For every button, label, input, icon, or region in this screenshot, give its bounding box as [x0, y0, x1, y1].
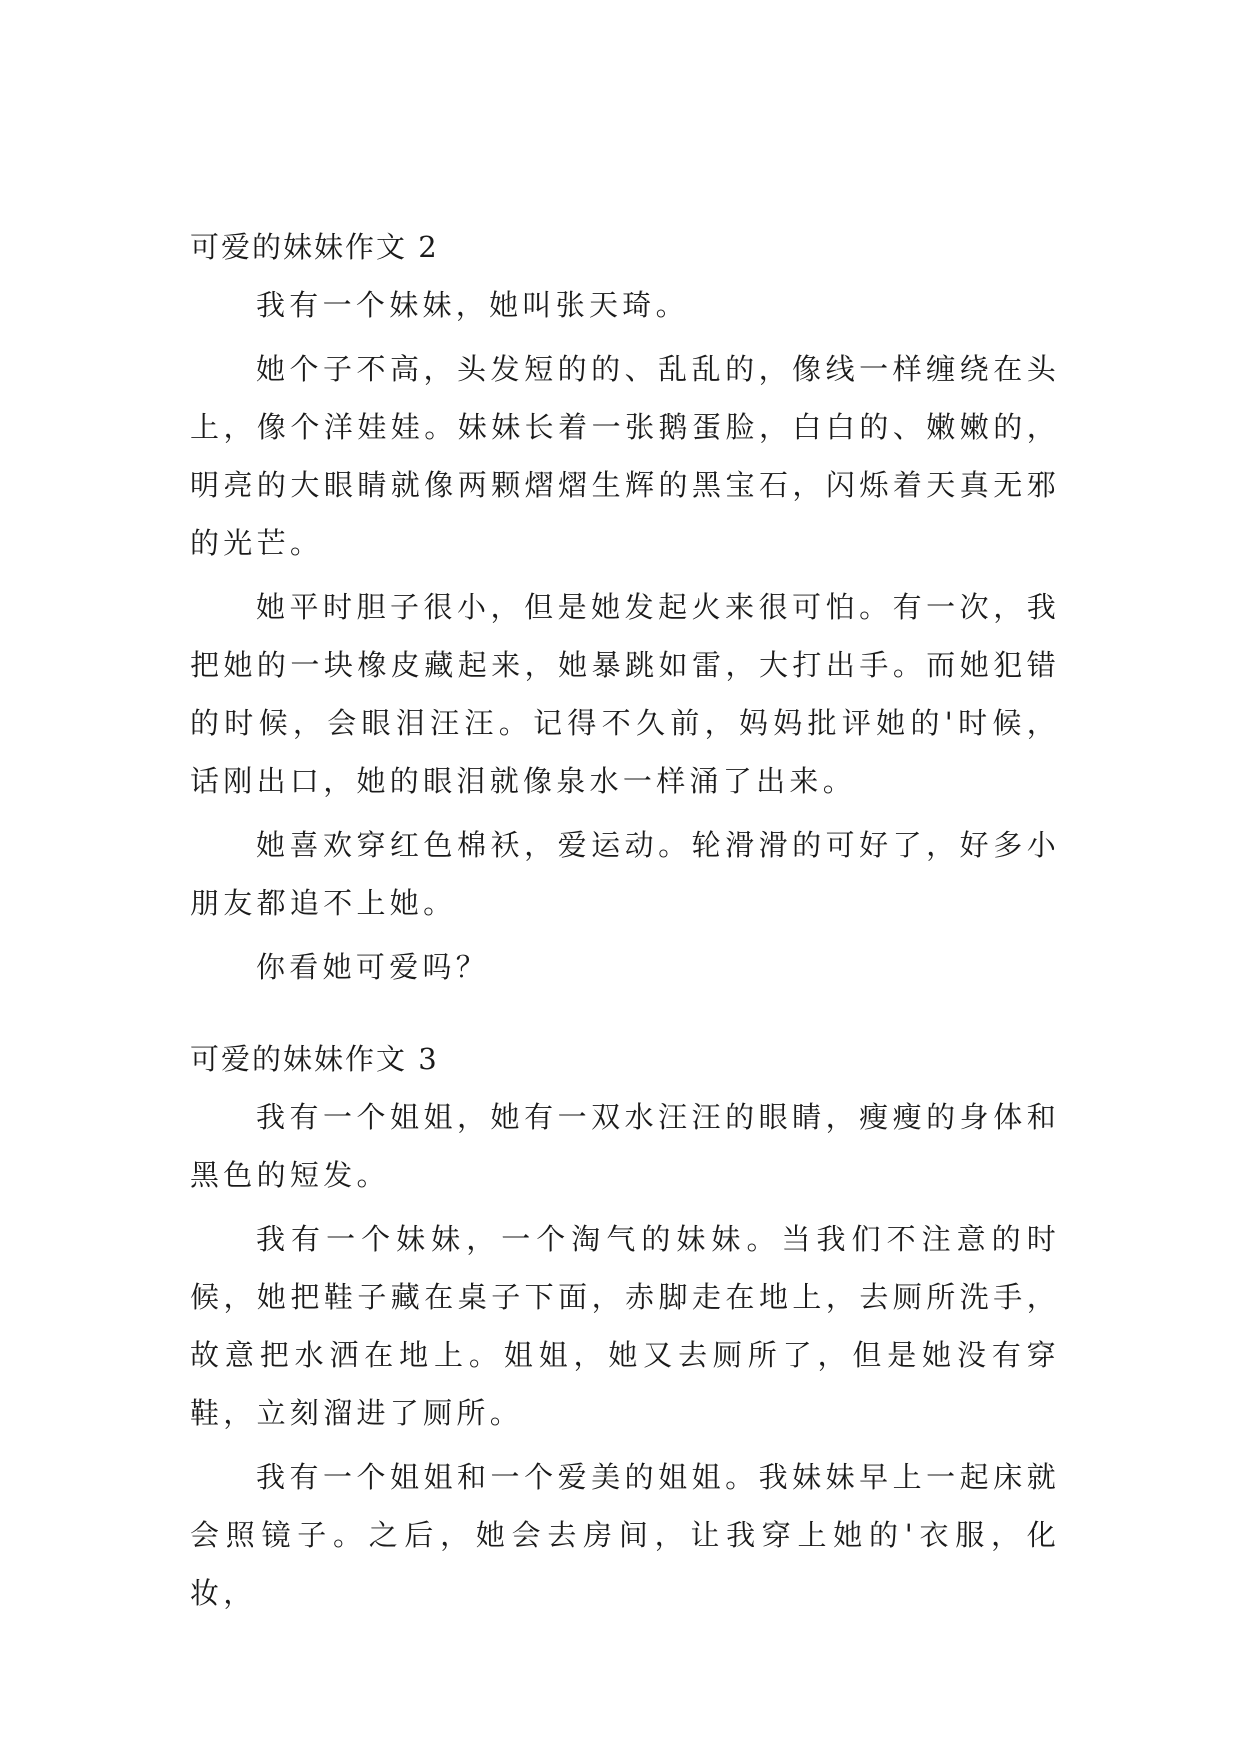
essay-paragraph: 我有一个妹妹，她叫张天琦。 — [256, 288, 689, 322]
essay-paragraph: 她个子不高，头发短的的、乱乱的，像线一样缠绕在头上，像个洋娃娃。妹妹长着一张鹅蛋脸，白白的、嫩嫩的，明亮的大眼睛就像两颗熠熠生辉的黑宝石，闪烁着天真无邪的光芒。 — [190, 352, 1060, 560]
essay-section-3 — [190, 1030, 1060, 1628]
essay-paragraph: 我有一个妹妹，一个淘气的妹妹。当我们不注意的时候，她把鞋子藏在桌子下面，赤脚走在地上，去厕所洗手，故意把水洒在地上。姐姐，她又去厕所了，但是她没有穿鞋，立刻溜进了厕所。 — [190, 1222, 1060, 1430]
essay-paragraph: 你看她可爱吗？ — [256, 950, 490, 984]
essay-paragraph: 她平时胆子很小，但是她发起火来很可怕。有一次，我把她的一块橡皮藏起来，她暴跳如雷，大打出手。而她犯错的时候，会眼泪汪汪。记得不久前，妈妈批评她的'时候，话刚出口，她的眼泪就像泉水一样涌了出来。 — [190, 590, 1060, 798]
essay-title: 可爱的妹妹作文 2 — [190, 230, 439, 264]
essay-section-2 — [190, 218, 1060, 1002]
essay-paragraph: 她喜欢穿红色棉袄，爱运动。轮滑滑的可好了，好多小朋友都追不上她。 — [190, 828, 1060, 920]
essay-paragraph: 我有一个姐姐和一个爱美的姐姐。我妹妹早上一起床就会照镜子。之后，她会去房间，让我穿上她的'衣服，化妆， — [190, 1460, 1060, 1610]
essay-paragraph: 我有一个姐姐，她有一双水汪汪的眼睛，瘦瘦的身体和黑色的短发。 — [190, 1100, 1060, 1192]
essay-title: 可爱的妹妹作文 3 — [190, 1042, 439, 1076]
